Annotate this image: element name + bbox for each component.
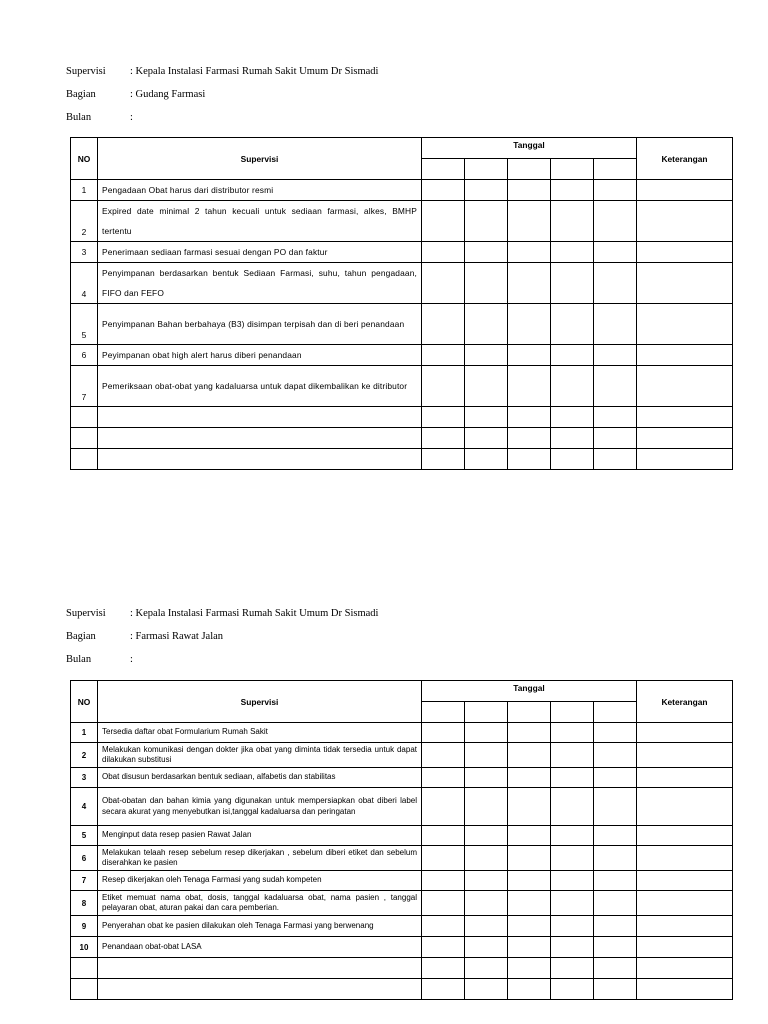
- keterangan-cell[interactable]: [637, 366, 733, 407]
- supervision-item: Melakukan komunikasi dengan dokter jika obat yang diminta tidak tersedia untuk dapat dilakukan substitusi: [98, 743, 422, 768]
- date-check-cell[interactable]: [551, 723, 594, 743]
- empty-cell[interactable]: [594, 449, 637, 470]
- date-check-cell[interactable]: [422, 345, 465, 366]
- col-header-keterangan: Keterangan: [637, 681, 733, 723]
- header-info-2: [66, 608, 566, 677]
- empty-cell[interactable]: [594, 979, 637, 1000]
- date-check-cell[interactable]: [508, 871, 551, 891]
- bagian-label: Bagian: [66, 631, 96, 642]
- keterangan-cell[interactable]: [637, 201, 733, 242]
- col-header-no: NO: [71, 681, 98, 723]
- row-number: 2: [71, 201, 98, 242]
- table-row: [71, 242, 733, 263]
- keterangan-cell[interactable]: [637, 723, 733, 743]
- table-row: [71, 846, 733, 871]
- date-check-cell[interactable]: [465, 263, 508, 304]
- supervisi-value: : Kepala Instalasi Farmasi Rumah Sakit Umum Dr Sismadi: [130, 66, 379, 77]
- bagian-line: [66, 89, 566, 112]
- table-row: [71, 345, 733, 366]
- empty-cell[interactable]: [594, 407, 637, 428]
- date-check-cell[interactable]: [594, 743, 637, 768]
- supervision-item: Expired date minimal 2 tahun kecuali untuk sediaan farmasi, alkes, BMHP tertentu: [98, 201, 422, 242]
- supervision-item: Penerimaan sediaan farmasi sesuai dengan PO dan faktur: [98, 242, 422, 263]
- empty-cell[interactable]: [637, 449, 733, 470]
- empty-cell[interactable]: [465, 979, 508, 1000]
- row-number: 6: [71, 846, 98, 871]
- date-check-cell[interactable]: [594, 180, 637, 201]
- table-row: [71, 788, 733, 826]
- row-number: 3: [71, 768, 98, 788]
- table-row: [71, 304, 733, 345]
- date-check-cell[interactable]: [422, 826, 465, 846]
- date-check-cell[interactable]: [594, 768, 637, 788]
- supervision-item: Penyimpanan berdasarkan bentuk Sediaan Farmasi, suhu, tahun pengadaan, FIFO dan FEFO: [98, 263, 422, 304]
- empty-cell[interactable]: [637, 958, 733, 979]
- date-check-cell[interactable]: [465, 743, 508, 768]
- date-cell[interactable]: [594, 159, 637, 180]
- empty-cell[interactable]: [508, 428, 551, 449]
- supervision-item: Resep dikerjakan oleh Tenaga Farmasi yang sudah kompeten: [98, 871, 422, 891]
- empty-cell[interactable]: [422, 428, 465, 449]
- empty-row: [71, 979, 733, 1000]
- empty-cell[interactable]: [71, 449, 98, 470]
- date-check-cell[interactable]: [551, 788, 594, 826]
- row-number: 2: [71, 743, 98, 768]
- row-number: 4: [71, 788, 98, 826]
- date-check-cell[interactable]: [551, 304, 594, 345]
- date-check-cell[interactable]: [422, 242, 465, 263]
- date-check-cell[interactable]: [508, 916, 551, 937]
- date-check-cell[interactable]: [465, 345, 508, 366]
- date-check-cell[interactable]: [508, 263, 551, 304]
- supervision-item: Etiket memuat nama obat, dosis, tanggal kadaluarsa obat, nama pasien , tanggal pelayaran obat, aturan pakai dan cara pemberian.: [98, 891, 422, 916]
- supervision-item: Melakukan telaah resep sebelum resep dikerjakan , sebelum diberi etiket dan sebelum diserahkan ke pasien: [98, 846, 422, 871]
- date-check-cell[interactable]: [465, 937, 508, 958]
- empty-cell[interactable]: [98, 407, 422, 428]
- date-check-cell[interactable]: [422, 201, 465, 242]
- empty-cell[interactable]: [422, 979, 465, 1000]
- date-check-cell[interactable]: [551, 768, 594, 788]
- empty-row: [71, 958, 733, 979]
- row-number: 9: [71, 916, 98, 937]
- date-check-cell[interactable]: [551, 345, 594, 366]
- date-check-cell[interactable]: [594, 937, 637, 958]
- keterangan-cell[interactable]: [637, 916, 733, 937]
- empty-cell[interactable]: [465, 428, 508, 449]
- date-check-cell[interactable]: [465, 201, 508, 242]
- empty-cell[interactable]: [71, 428, 98, 449]
- date-check-cell[interactable]: [551, 242, 594, 263]
- date-cell[interactable]: [508, 702, 551, 723]
- date-check-cell[interactable]: [422, 723, 465, 743]
- empty-cell[interactable]: [551, 449, 594, 470]
- bulan-label: Bulan: [66, 654, 92, 665]
- empty-cell[interactable]: [71, 958, 98, 979]
- table-row: [71, 201, 733, 242]
- empty-cell[interactable]: [98, 958, 422, 979]
- supervision-item: Pemeriksaan obat-obat yang kadaluarsa untuk dapat dikembalikan ke ditributor: [98, 366, 422, 407]
- header-info-1: [66, 66, 566, 135]
- empty-cell[interactable]: [551, 958, 594, 979]
- row-number: 1: [71, 180, 98, 201]
- empty-cell[interactable]: [465, 407, 508, 428]
- date-check-cell[interactable]: [465, 768, 508, 788]
- empty-cell[interactable]: [637, 407, 733, 428]
- date-check-cell[interactable]: [508, 826, 551, 846]
- table-row: [71, 768, 733, 788]
- empty-row: [71, 449, 733, 470]
- date-check-cell[interactable]: [422, 788, 465, 826]
- date-check-cell[interactable]: [551, 180, 594, 201]
- empty-cell[interactable]: [71, 407, 98, 428]
- row-number: 7: [71, 871, 98, 891]
- date-check-cell[interactable]: [508, 180, 551, 201]
- keterangan-cell[interactable]: [637, 304, 733, 345]
- table-row: [71, 826, 733, 846]
- date-check-cell[interactable]: [508, 345, 551, 366]
- date-check-cell[interactable]: [422, 304, 465, 345]
- date-check-cell[interactable]: [465, 304, 508, 345]
- row-number: 3: [71, 242, 98, 263]
- bagian-label: Bagian: [66, 89, 96, 100]
- keterangan-cell[interactable]: [637, 768, 733, 788]
- empty-cell[interactable]: [508, 958, 551, 979]
- keterangan-cell[interactable]: [637, 180, 733, 201]
- empty-cell[interactable]: [551, 979, 594, 1000]
- date-check-cell[interactable]: [465, 916, 508, 937]
- row-number: 10: [71, 937, 98, 958]
- row-number: 5: [71, 826, 98, 846]
- date-check-cell[interactable]: [508, 743, 551, 768]
- bagian-line: [66, 631, 566, 654]
- date-check-cell[interactable]: [594, 304, 637, 345]
- keterangan-cell[interactable]: [637, 788, 733, 826]
- supervision-table-gudang: [70, 137, 733, 470]
- table-row: [71, 180, 733, 201]
- empty-row: [71, 428, 733, 449]
- date-check-cell[interactable]: [508, 937, 551, 958]
- date-check-cell[interactable]: [465, 871, 508, 891]
- date-check-cell[interactable]: [465, 180, 508, 201]
- empty-cell[interactable]: [594, 958, 637, 979]
- date-cell[interactable]: [551, 702, 594, 723]
- date-check-cell[interactable]: [594, 891, 637, 916]
- keterangan-cell[interactable]: [637, 263, 733, 304]
- date-check-cell[interactable]: [465, 846, 508, 871]
- date-check-cell[interactable]: [508, 891, 551, 916]
- date-check-cell[interactable]: [594, 345, 637, 366]
- date-check-cell[interactable]: [551, 916, 594, 937]
- supervisi-line: [66, 66, 566, 89]
- date-check-cell[interactable]: [551, 743, 594, 768]
- date-check-cell[interactable]: [422, 937, 465, 958]
- empty-cell[interactable]: [551, 428, 594, 449]
- date-check-cell[interactable]: [594, 916, 637, 937]
- table-row: [71, 871, 733, 891]
- date-cell[interactable]: [551, 159, 594, 180]
- keterangan-cell[interactable]: [637, 826, 733, 846]
- date-check-cell[interactable]: [422, 846, 465, 871]
- bulan-label: Bulan: [66, 112, 92, 123]
- table-row: [71, 743, 733, 768]
- date-check-cell[interactable]: [594, 201, 637, 242]
- date-check-cell[interactable]: [422, 180, 465, 201]
- keterangan-cell[interactable]: [637, 871, 733, 891]
- date-check-cell[interactable]: [508, 768, 551, 788]
- row-number: 8: [71, 891, 98, 916]
- date-cell[interactable]: [465, 159, 508, 180]
- supervisi-label: Supervisi: [66, 608, 106, 619]
- empty-cell[interactable]: [465, 958, 508, 979]
- date-check-cell[interactable]: [422, 768, 465, 788]
- col-header-keterangan: Keterangan: [637, 138, 733, 180]
- date-check-cell[interactable]: [422, 871, 465, 891]
- row-number: 5: [71, 304, 98, 345]
- date-check-cell[interactable]: [508, 201, 551, 242]
- date-check-cell[interactable]: [422, 263, 465, 304]
- date-check-cell[interactable]: [594, 723, 637, 743]
- table-row: [71, 891, 733, 916]
- supervision-item: Peyimpanan obat high alert harus diberi penandaan: [98, 345, 422, 366]
- keterangan-cell[interactable]: [637, 743, 733, 768]
- date-check-cell[interactable]: [465, 723, 508, 743]
- empty-cell[interactable]: [465, 449, 508, 470]
- date-check-cell[interactable]: [594, 242, 637, 263]
- bulan-line: [66, 112, 566, 135]
- date-check-cell[interactable]: [465, 366, 508, 407]
- date-cell[interactable]: [594, 702, 637, 723]
- date-cell[interactable]: [508, 159, 551, 180]
- supervision-item: Penandaan obat-obat LASA: [98, 937, 422, 958]
- empty-cell[interactable]: [551, 407, 594, 428]
- empty-cell[interactable]: [508, 407, 551, 428]
- keterangan-cell[interactable]: [637, 937, 733, 958]
- date-check-cell[interactable]: [465, 891, 508, 916]
- empty-cell[interactable]: [98, 428, 422, 449]
- table-row: [71, 937, 733, 958]
- date-cell[interactable]: [422, 159, 465, 180]
- date-check-cell[interactable]: [551, 201, 594, 242]
- supervision-table-rawat-jalan: [70, 680, 733, 1000]
- date-check-cell[interactable]: [465, 788, 508, 826]
- bulan-value: :: [130, 654, 133, 665]
- date-check-cell[interactable]: [594, 263, 637, 304]
- date-check-cell[interactable]: [551, 846, 594, 871]
- table-row: [71, 366, 733, 407]
- table-row: [71, 263, 733, 304]
- supervisi-line: [66, 608, 566, 631]
- empty-cell[interactable]: [508, 979, 551, 1000]
- supervision-item: Tersedia daftar obat Formularium Rumah Sakit: [98, 723, 422, 743]
- col-header-tanggal: Tanggal: [422, 138, 637, 159]
- date-check-cell[interactable]: [551, 263, 594, 304]
- date-check-cell[interactable]: [551, 871, 594, 891]
- empty-cell[interactable]: [98, 979, 422, 1000]
- col-header-supervisi: Supervisi: [98, 681, 422, 723]
- keterangan-cell[interactable]: [637, 242, 733, 263]
- empty-cell[interactable]: [422, 958, 465, 979]
- date-check-cell[interactable]: [508, 242, 551, 263]
- keterangan-cell[interactable]: [637, 846, 733, 871]
- empty-cell[interactable]: [98, 449, 422, 470]
- empty-cell[interactable]: [594, 428, 637, 449]
- date-check-cell[interactable]: [508, 723, 551, 743]
- date-check-cell[interactable]: [465, 242, 508, 263]
- date-check-cell[interactable]: [422, 891, 465, 916]
- date-check-cell[interactable]: [551, 937, 594, 958]
- date-check-cell[interactable]: [422, 743, 465, 768]
- bagian-value: : Farmasi Rawat Jalan: [130, 631, 224, 642]
- col-header-no: NO: [71, 138, 98, 180]
- col-header-supervisi: Supervisi: [98, 138, 422, 180]
- date-check-cell[interactable]: [422, 916, 465, 937]
- row-number: 7: [71, 366, 98, 407]
- supervision-item: Obat disusun berdasarkan bentuk sediaan, alfabetis dan stabilitas: [98, 768, 422, 788]
- date-check-cell[interactable]: [551, 826, 594, 846]
- row-number: 6: [71, 345, 98, 366]
- table-row: [71, 723, 733, 743]
- bagian-value: : Gudang Farmasi: [130, 89, 206, 100]
- date-check-cell[interactable]: [551, 891, 594, 916]
- date-cell[interactable]: [465, 702, 508, 723]
- supervisi-value: : Kepala Instalasi Farmasi Rumah Sakit Umum Dr Sismadi: [130, 608, 379, 619]
- empty-cell[interactable]: [508, 449, 551, 470]
- supervisi-label: Supervisi: [66, 66, 106, 77]
- supervision-item: Penyerahan obat ke pasien dilakukan oleh Tenaga Farmasi yang berwenang: [98, 916, 422, 937]
- date-check-cell[interactable]: [422, 366, 465, 407]
- date-check-cell[interactable]: [594, 788, 637, 826]
- date-check-cell[interactable]: [551, 366, 594, 407]
- supervision-item: Menginput data resep pasien Rawat Jalan: [98, 826, 422, 846]
- bulan-value: :: [130, 112, 133, 123]
- empty-cell[interactable]: [637, 979, 733, 1000]
- date-cell[interactable]: [422, 702, 465, 723]
- row-number: 4: [71, 263, 98, 304]
- date-check-cell[interactable]: [508, 366, 551, 407]
- row-number: 1: [71, 723, 98, 743]
- date-check-cell[interactable]: [508, 788, 551, 826]
- date-check-cell[interactable]: [508, 846, 551, 871]
- supervision-item: Penyimpanan Bahan berbahaya (B3) disimpan terpisah dan di beri penandaan: [98, 304, 422, 345]
- empty-row: [71, 407, 733, 428]
- date-check-cell[interactable]: [465, 826, 508, 846]
- col-header-tanggal: Tanggal: [422, 681, 637, 702]
- date-check-cell[interactable]: [594, 846, 637, 871]
- date-check-cell[interactable]: [594, 366, 637, 407]
- date-check-cell[interactable]: [594, 826, 637, 846]
- keterangan-cell[interactable]: [637, 345, 733, 366]
- empty-cell[interactable]: [637, 428, 733, 449]
- table-row: [71, 916, 733, 937]
- date-check-cell[interactable]: [508, 304, 551, 345]
- empty-cell[interactable]: [71, 979, 98, 1000]
- date-check-cell[interactable]: [594, 871, 637, 891]
- supervision-item: Obat-obatan dan bahan kimia yang digunakan untuk mempersiapkan obat diberi label secara akurat yang menyebutkan isi,tanggal kadaluarsa dan peringatan: [98, 788, 422, 826]
- keterangan-cell[interactable]: [637, 891, 733, 916]
- supervision-item: Pengadaan Obat harus dari distributor resmi: [98, 180, 422, 201]
- empty-cell[interactable]: [422, 407, 465, 428]
- bulan-line: [66, 654, 566, 677]
- empty-cell[interactable]: [422, 449, 465, 470]
